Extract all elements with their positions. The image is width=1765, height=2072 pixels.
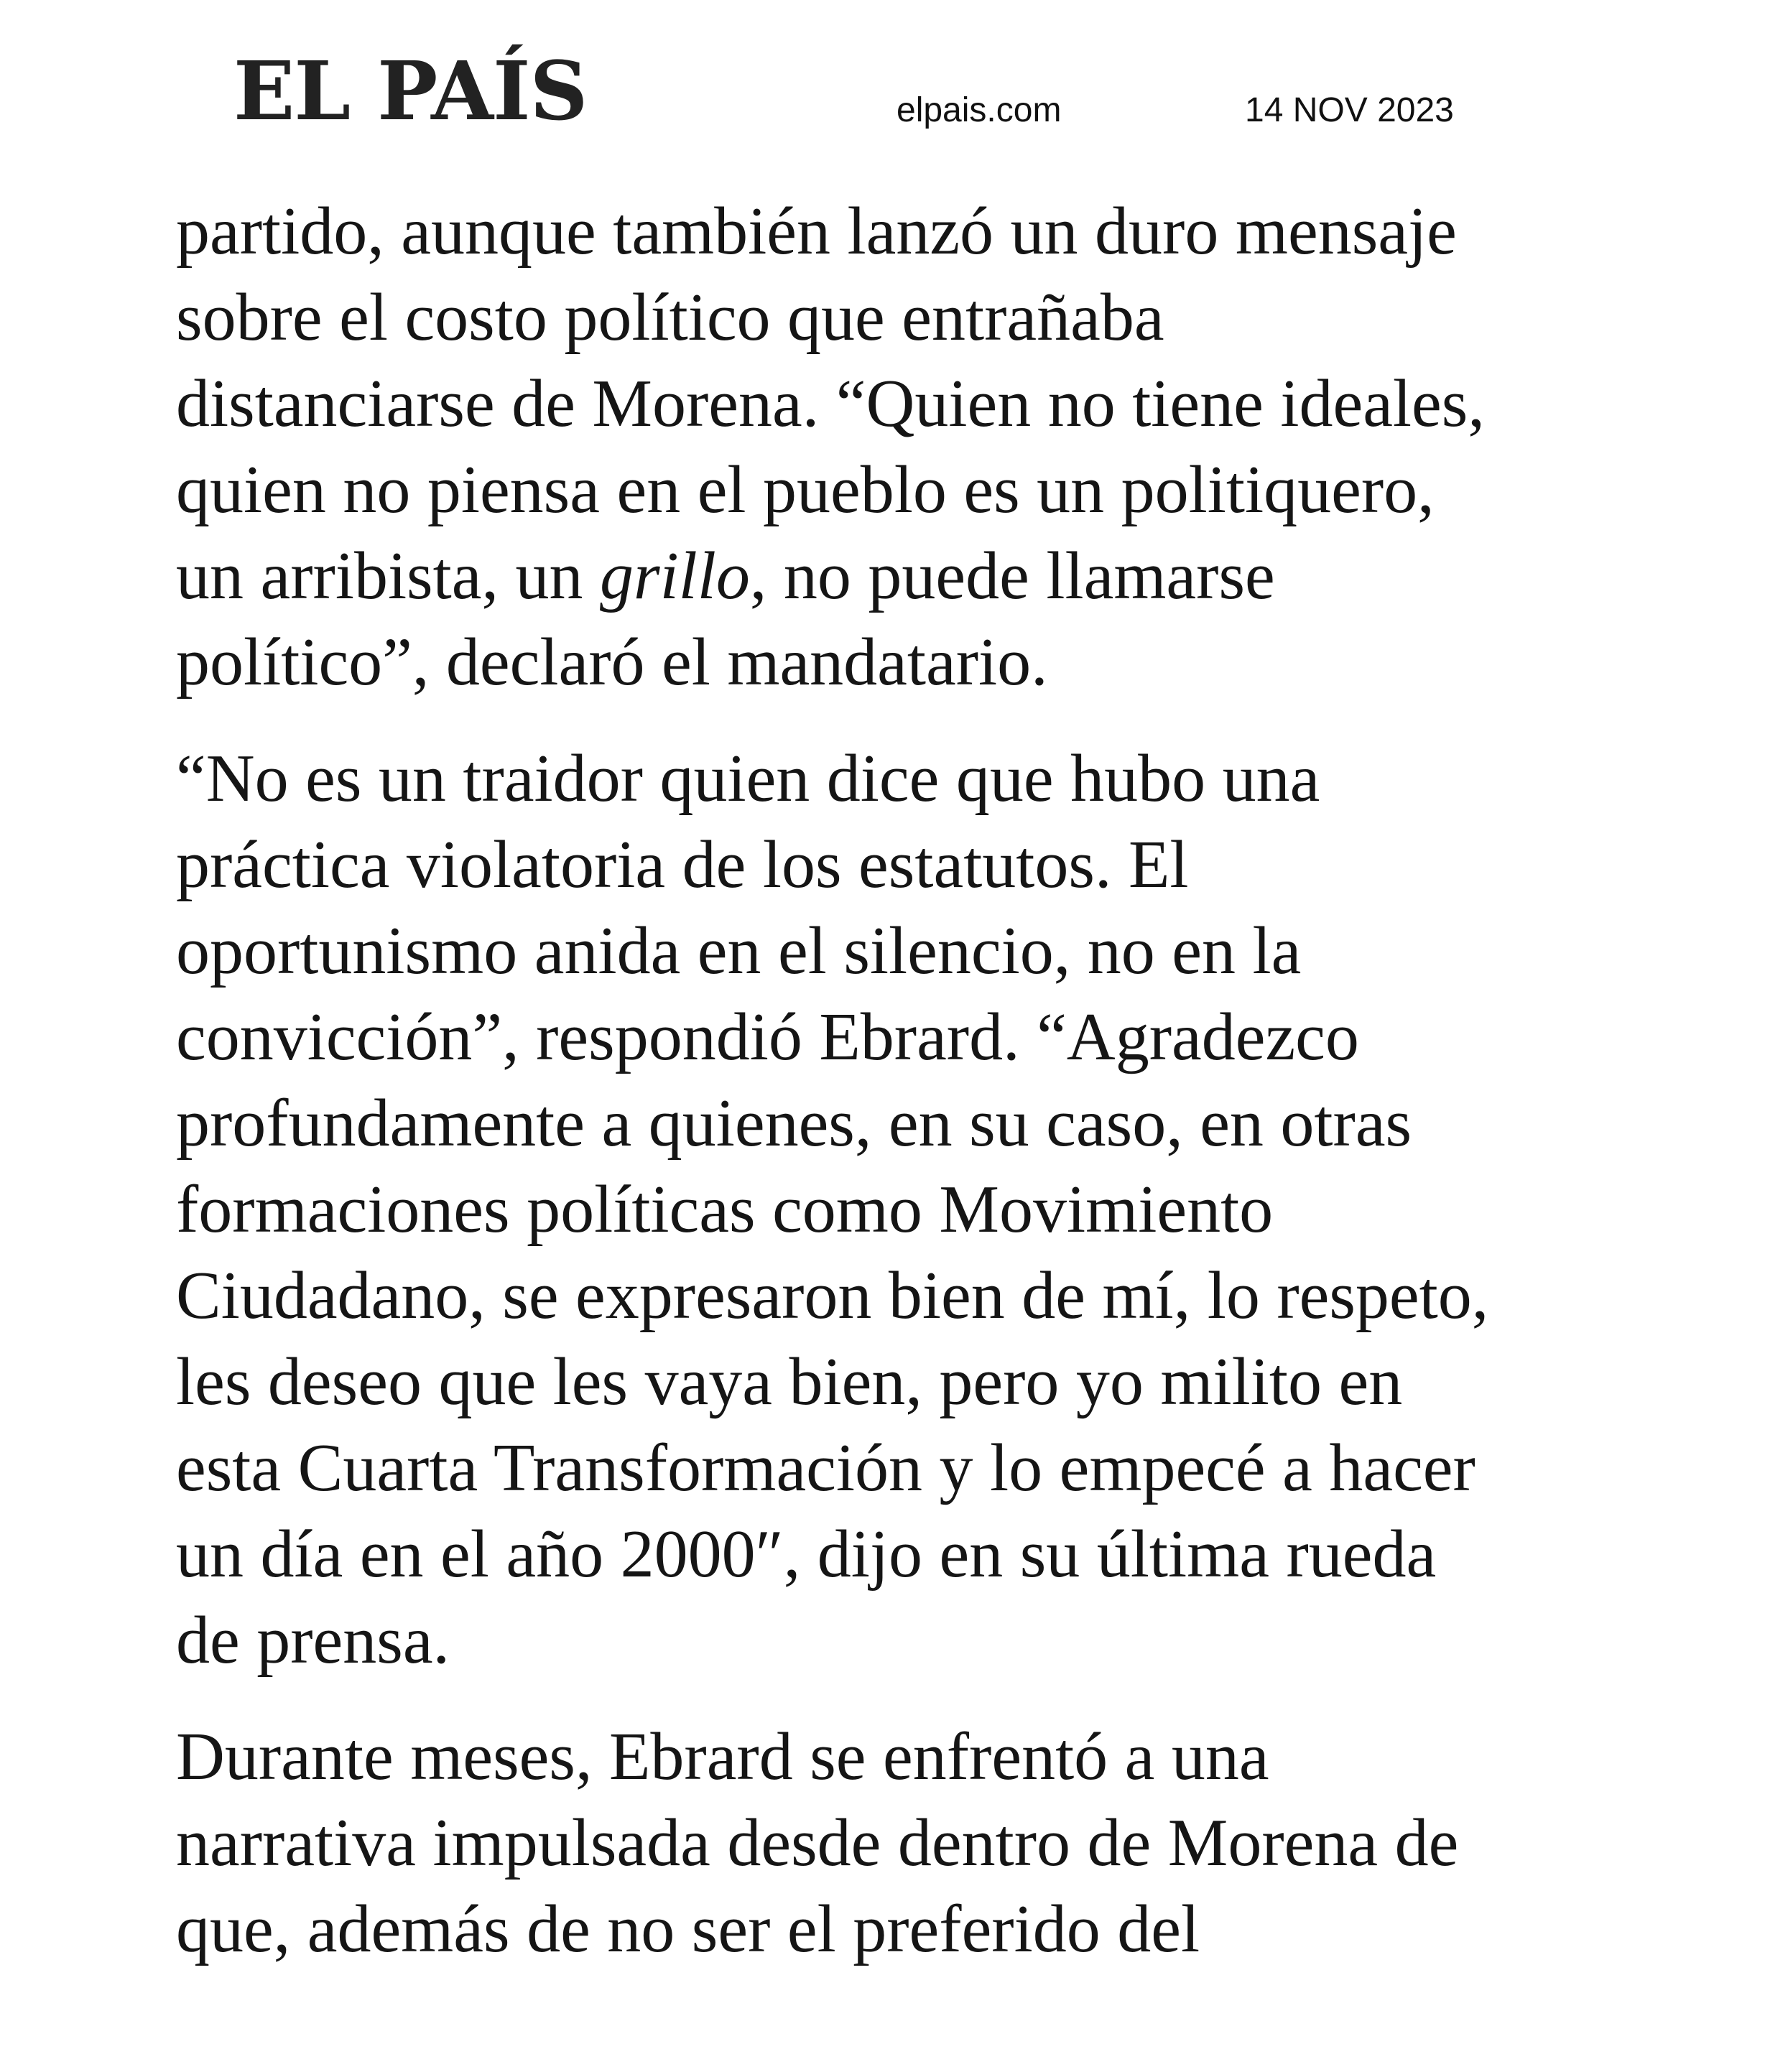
text-line: que, además de no ser el preferido del	[176, 1892, 1200, 1966]
text-line: esta Cuarta Transformación y lo empecé a hacer	[176, 1431, 1476, 1505]
text-line: Ciudadano, se expresaron bien de mí, lo respeto,	[176, 1258, 1489, 1333]
text-line: narrativa impulsada desde dentro de Morena de	[176, 1806, 1459, 1880]
text-line: “No es un traidor quien dice que hubo una	[176, 741, 1320, 816]
text-segment: un arribista, un	[176, 539, 600, 613]
publication-date: 14 NOV 2023	[1245, 91, 1454, 129]
el-pais-logo: EL PAÍS	[233, 45, 588, 139]
text-line: oportunismo anida en el silencio, no en la	[176, 914, 1302, 988]
article-body	[176, 188, 1613, 1972]
text-line: formaciones políticas como Movimiento	[176, 1172, 1274, 1247]
text-line: distanciarse de Morena. “Quien no tiene ideales,	[176, 366, 1485, 441]
source-url: elpais.com	[897, 91, 1062, 129]
text-line: práctica violatoria de los estatutos. El	[176, 827, 1189, 902]
paragraph-2	[176, 735, 1613, 1683]
paragraph-3	[176, 1714, 1613, 1972]
text-line: les deseo que les vaya bien, pero yo milito en	[176, 1344, 1403, 1419]
text-line: sobre el costo político que entrañaba	[176, 280, 1164, 355]
paragraph-1	[176, 188, 1613, 705]
text-segment: , no puede llamarse	[749, 539, 1275, 613]
text-line: Durante meses, Ebrard se enfrentó a una	[176, 1719, 1269, 1794]
text-line: quien no piensa en el pueblo es un politiquero,	[176, 452, 1435, 527]
text-line: de prensa.	[176, 1603, 450, 1678]
text-line: profundamente a quienes, en su caso, en otras	[176, 1086, 1412, 1161]
text-line: un día en el año 2000″, dijo en su última rueda	[176, 1517, 1437, 1592]
text-line: convicción”, respondió Ebrard. “Agradezco	[176, 1000, 1359, 1074]
italic-word: grillo	[599, 539, 750, 613]
masthead	[0, 0, 1765, 165]
text-line: político”, declaró el mandatario.	[176, 625, 1048, 700]
text-line: partido, aunque también lanzó un duro mensaje	[176, 194, 1457, 269]
text-line	[176, 533, 1613, 619]
